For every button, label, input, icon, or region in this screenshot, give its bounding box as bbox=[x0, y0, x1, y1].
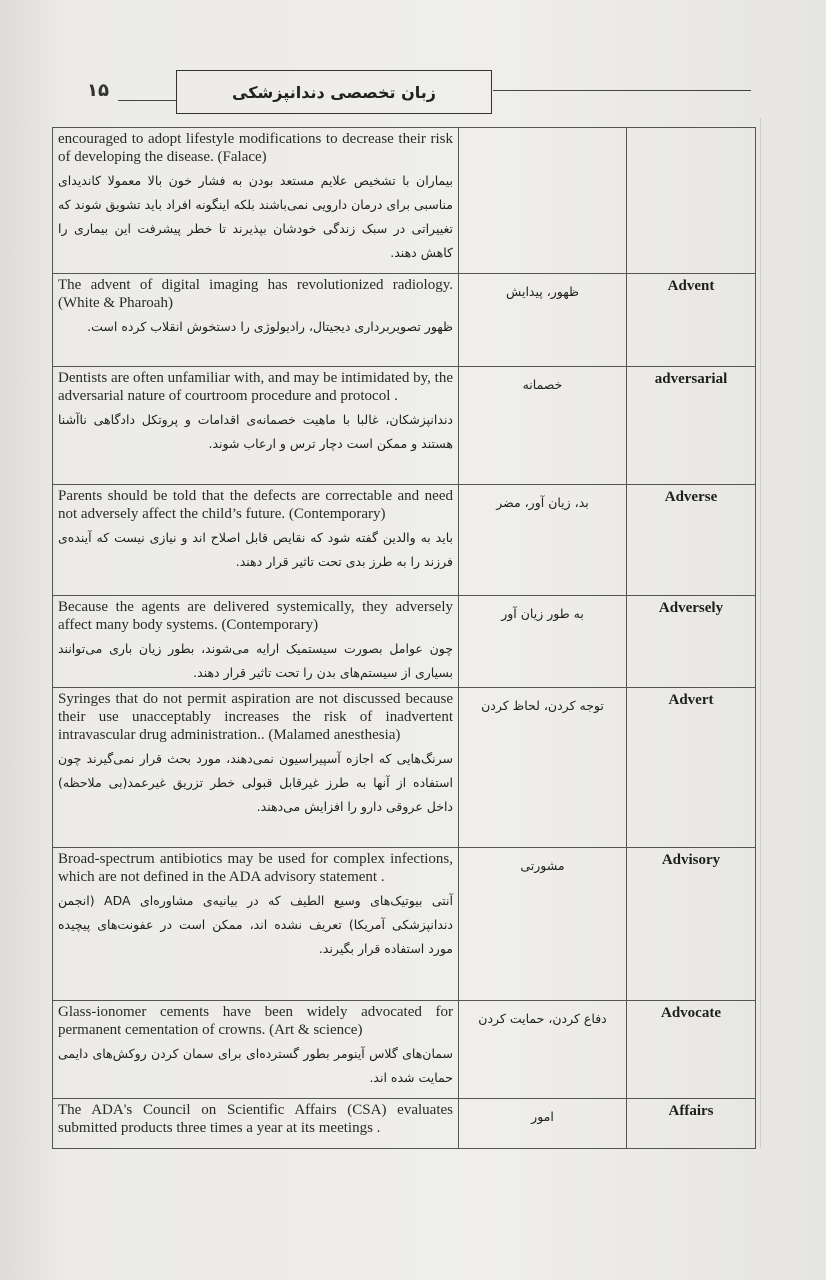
vocab-word: Advent bbox=[667, 278, 715, 294]
meaning-cell bbox=[459, 848, 627, 1001]
example-cell bbox=[53, 367, 459, 485]
table-row bbox=[53, 1099, 756, 1149]
vocab-word: Adversely bbox=[658, 600, 724, 616]
persian-translation: چون عوامل بصورت سیستمیک ارایه می‌شوند، بطور زیان باری می‌توانند بسیاری از سیستم‌های بدن را تحت تاثیر قرار دهند. bbox=[58, 641, 453, 680]
persian-meaning: دفاع کردن، حمایت کردن bbox=[478, 1011, 607, 1026]
vocab-word: Affairs bbox=[668, 1103, 714, 1119]
running-header bbox=[176, 70, 492, 114]
word-cell bbox=[627, 596, 756, 688]
word-cell bbox=[627, 848, 756, 1001]
word-cell bbox=[627, 274, 756, 367]
table-row bbox=[53, 367, 756, 485]
english-example: encouraged to adopt lifestyle modifications to decrease their risk of developing the disease. (Falace) bbox=[58, 131, 453, 165]
word-cell bbox=[627, 688, 756, 848]
header-rule-left bbox=[118, 100, 176, 101]
persian-translation: سمان‌های گلاس آینومر بطور گسترده‌ای برای سمان کردن روکش‌های دایمی حمایت شده اند. bbox=[58, 1046, 453, 1085]
persian-translation: ظهور تصویربرداری دیجیتال، رادیولوژی را دستخوش انقلاب کرده است. bbox=[87, 319, 453, 334]
table-row bbox=[53, 274, 756, 367]
meaning-cell bbox=[459, 1099, 627, 1149]
example-cell bbox=[53, 688, 459, 848]
table-row bbox=[53, 485, 756, 596]
vocab-word: Advisory bbox=[661, 852, 721, 868]
word-cell bbox=[627, 367, 756, 485]
persian-meaning: خصمانه bbox=[522, 377, 563, 392]
word-cell bbox=[627, 1001, 756, 1099]
persian-meaning: به طور زیان آور bbox=[501, 606, 584, 621]
header-rule-right bbox=[493, 90, 751, 91]
table-row bbox=[53, 688, 756, 848]
meaning-cell bbox=[459, 688, 627, 848]
vocab-word: Adverse bbox=[664, 489, 718, 505]
meaning-cell bbox=[459, 485, 627, 596]
meaning-cell bbox=[459, 128, 627, 274]
persian-meaning: ظهور، پیدایش bbox=[506, 284, 579, 299]
persian-meaning: امور bbox=[531, 1109, 554, 1124]
english-example: Broad-spectrum antibiotics may be used for complex infections, which are not defined in the ADA advisory statement . bbox=[58, 851, 453, 885]
vocab-word: Advocate bbox=[661, 1005, 721, 1021]
table-row bbox=[53, 596, 756, 688]
vocab-word: adversarial bbox=[654, 371, 728, 387]
page-number: ۱۵ bbox=[87, 80, 109, 101]
example-cell bbox=[53, 485, 459, 596]
word-cell bbox=[627, 128, 756, 274]
example-cell bbox=[53, 848, 459, 1001]
table-row bbox=[53, 848, 756, 1001]
persian-translation: سرنگ‌هایی که اجازه آسپیراسیون نمی‌دهند، مورد بحث قرار نمی‌گیرند چون استفاده از آنها به طرز غیرقابل قبولی خطر تزریق غیرعمد(بی ملاحظه) داخل عروقی دارو را افزایش می‌دهند. bbox=[58, 751, 453, 814]
meaning-cell bbox=[459, 367, 627, 485]
vocabulary-table bbox=[52, 127, 756, 1149]
word-cell bbox=[627, 1099, 756, 1149]
vocab-word: Advert bbox=[668, 692, 714, 708]
persian-translation: دندانپزشکان، غالبا با ماهیت خصمانه‌ی اقدامات و پروتکل دادگاهی ناآشنا هستند و ممکن است دچار ترس و ارعاب شوند. bbox=[58, 412, 453, 451]
word-cell bbox=[627, 485, 756, 596]
example-cell bbox=[53, 274, 459, 367]
persian-translation: بیماران با تشخیص علایم مستعد بودن به فشار خون بالا معمولا کاندیدای مناسبی برای درمان دارویی نمی‌باشند بلکه اینگونه افراد باید تشویق شوند که تغییراتی در سبک زندگی خودشان بپذیرند تا خطر پیشرفت این بیماری را کاهش دهند. bbox=[58, 173, 453, 260]
persian-translation: باید به والدین گفته شود که نقایص قابل اصلاح اند و نیازی نیست که آینده‌ی فرزند را به طرز بدی تحت تاثیر قرار دهند. bbox=[58, 530, 453, 569]
table-row bbox=[53, 1001, 756, 1099]
persian-meaning: توجه کردن، لحاظ کردن bbox=[481, 698, 604, 713]
english-example: Syringes that do not permit aspiration are not discussed because their use unacceptably increases the risk of inadvertent intravascular drug administration.. (Malamed anesthesia) bbox=[58, 691, 453, 743]
english-example: The advent of digital imaging has revolutionized radiology. (White & Pharoah) bbox=[58, 277, 453, 311]
table-row bbox=[53, 128, 756, 274]
example-cell bbox=[53, 1099, 459, 1149]
persian-meaning: بد، زیان آور، مضر bbox=[496, 495, 589, 510]
english-example: Dentists are often unfamiliar with, and may be intimidated by, the adversarial nature of courtroom procedure and protocol . bbox=[58, 370, 453, 404]
example-cell bbox=[53, 596, 459, 688]
meaning-cell bbox=[459, 596, 627, 688]
english-example: Parents should be told that the defects are correctable and need not adversely affect the child’s future. (Contemporary) bbox=[58, 488, 453, 522]
example-cell bbox=[53, 128, 459, 274]
english-example: The ADA's Council on Scientific Affairs (CSA) evaluates submitted products three times a year at its meetings . bbox=[58, 1102, 453, 1136]
meaning-cell bbox=[459, 274, 627, 367]
persian-meaning: مشورتی bbox=[520, 858, 565, 873]
english-example: Glass-ionomer cements have been widely advocated for permanent cementation of crowns. (Art & science) bbox=[58, 1004, 453, 1038]
english-example: Because the agents are delivered systemically, they adversely affect many body systems. (Contemporary) bbox=[58, 599, 453, 633]
header-title: زبان تخصصی دندانپزشکی bbox=[232, 82, 436, 102]
example-cell bbox=[53, 1001, 459, 1099]
persian-translation: آنتی بیوتیک‌های وسیع الطیف که در بیانیه‌ی مشاوره‌ای ADA (انجمن دندانپزشکی آمریکا) تعریف نشده اند، ممکن است در عفونت‌های پیچیده مورد استفاده قرار بگیرند. bbox=[58, 893, 453, 956]
meaning-cell bbox=[459, 1001, 627, 1099]
